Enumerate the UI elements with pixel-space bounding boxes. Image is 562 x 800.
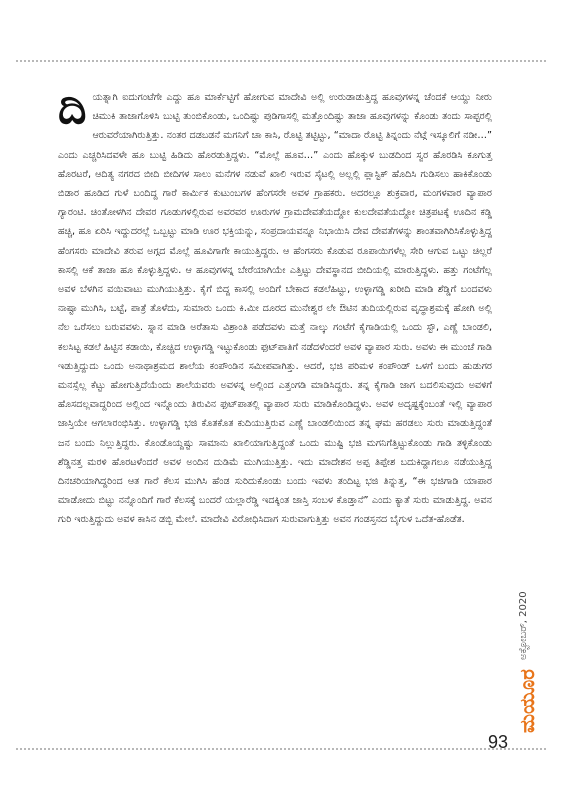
magazine-logo: ಮಯೂರ [515,669,539,733]
top-dotted-rule [16,60,546,62]
bottom-dotted-rule [16,748,546,750]
article-text: ಯತ್ನಾಗಿ ಐದುಗಂಟೆಗೇ ಎದ್ದು ಹೂ ಮಾರ್ಕೆಟ್ಟಿಗೆ ಹೋಗುವ ಮಾದೇವಿ ಅಲ್ಲಿ ಉರುಡಾಡುತ್ತಿದ್ದ ಹೂವುಗಳನ್ನ ಚೆಂದಕೆ ಆಯ್ದು ನೀರು ಚಿಮುಕಿ ತಾಜಾಗೊಳಿಸಿ ಬುಟ್ಟಿ ತುಂಬಿಕೊಂಡು, ಒಂದಿಷ್ಟು ಪುಡಿಗಾಸಲ್ಲಿ ಮತ್ತೊಂದಿಷ್ಟು ತಾಜಾ ಹೂವುಗಳನ್ನು ಕೊಂಡು ತಂದು ಸಾಪ್ಟರಲ್ಲಿ ಆರುವರೆಯಾಗಿರುತ್ತಿತ್ತು. ನಂತರ ದಡಬಡನೆ ಮಗನಿಗೆ ಚಾ ಕಾಸಿ, ರೊಟ್ಟಿ ತಟ್ಟಿಟ್ಟು, “ಮಾದಾ ರೊಟ್ಟಿ ತಿನ್ನಂದು ನೆಟ್ಗೆ ಇಸ್ಕೂಲಿಗೆ ನಡೀ…” ಎಂದು ಎಚ್ಚರಿಸಿದವಳೇ ಹೂ ಬುಟ್ಟಿ ಹಿಡಿದು ಹೊರಡುತ್ತಿದ್ದಳು. “ಮೊಲ್ಲೆ ಹೂವ…” ಎಂದು ಹೊಕ್ಕುಳ ಬುಡದಿಂದ ಸ್ವರ ಹೊರಡಿಸಿ ಕೂಗುತ್ತ ಹೊರಟರೆ, ಆದಿತ್ಯ ನಗರದ ಬೀದಿ ಬೀದಿಗಳ ಸಾಲು ಮನೆಗಳ ನಡುವೆ ಖಾಲಿ ಇರುವ ಸೈಟಲ್ಲಿ ಅಲ್ಲಲ್ಲಿ ಪ್ಲಾಸ್ಟಿಕ್ ಹೊದಿಸಿ ಗುಡಿಸಲು ಹಾಕಿಕೊಂಡು ಬಿಡಾರ ಹೂಡಿದ ಗುಳೆ ಬಂದಿದ್ದ ಗಾರೆ ಕಾರ್ಮಿಕ ಕುಟುಂಬಗಳ ಹೆಂಗಸರೇ ಅವಳ ಗ್ರಾಹಕರು. ಅದರಲ್ಲೂ ಶುಕ್ರವಾರ, ಮಂಗಳವಾರ ವ್ಯಾಪಾರ ಗ್ಯಾರಂಟಿ. ಚಿಂತೋಳಗಿನ ದೇವರ ಗೂಡುಗಳಲ್ಲಿರುವ ಅವರವರ ಊರುಗಳ ಗ್ರಾಮದೇವತೆಯದ್ದೋ ಕುಲದೇವತೆಯದ್ದೋ ಚಿತ್ರಪಟಕ್ಕೆ ಊದಿನ ಕಡ್ಡಿ ಹಚ್ಚಿ, ಹೂ ಏರಿಸಿ ಇದ್ದುದರಲ್ಲೆ ಒಬ್ಬಟ್ಟು ಮಾಡಿ ಊರ ಭಕ್ತಿಯನ್ನು, ಸಂಪ್ರದಾಯವನ್ನೂ ನಿಭಾಯಿಸಿ ದೇವ ದೇವತೆಗಳನ್ನು ಶಾಂತವಾಗಿರಿಸಿಕೊಳ್ಳುತ್ತಿದ್ದ ಹೆಂಗಸರು ಮಾದೇವಿ ತರುವ ಅಗ್ಗದ ಮೊಲ್ಲೆ ಹೂವಿಗಾಗೇ ಕಾಯುತ್ತಿದ್ದರು. ಆ ಹೆಂಗಸರು ಕೊಡುವ ರೂಪಾಯಿಗಳೆಲ್ಲ ಸೇರಿ ಆಗುವ ಒಟ್ಟು ಚಿಲ್ಲರೆ ಕಾಸಲ್ಲಿ ಆಕೆ ತಾಜಾ ಹೂ ಕೊಳ್ಳುತ್ತಿದ್ದಳು. ಆ ಹೂವುಗಳನ್ನ ಬೇರೆಯಾಗಿಯೇ ಎತ್ತಿಟ್ಟು ದೇವಸ್ಥಾನದ ಬೀದಿಯಲ್ಲಿ ಮಾರುತ್ತಿದ್ದಳು. ಹತ್ತು ಗಂಟೆಗೆಲ್ಲ ಅವಳ ಬೆಳಗಿನ ವಯಿವಾಟು ಮುಗಿಯುತ್ತಿತ್ತು. ಕೈಗೆ ಬಿದ್ದ ಕಾಸಲ್ಲಿ ಅಂದಿಗೆ ಬೇಕಾದ ಕಡಲೆಹಿಟ್ಟು, ಉಳ್ಳಾಗಡ್ಡಿ ಖರೀದಿ ಮಾಡಿ ಶೆಡ್ಡಿಗೆ ಬಂದವಳು ನಾಷ್ಟಾ ಮುಗಿಸಿ, ಬಟ್ಟೆ, ಪಾತ್ರೆ ತೊಳೆದು, ಸುಮಾರು ಒಂದು ಕಿ.ಮೀ ದೂರದ ಮುನೇಶ್ವರ ಲೇ ಔಟಿನ ತುದಿಯಲ್ಲಿರುವ ವೃದ್ಧಾಶ್ರಮಕ್ಕೆ ಹೋಗಿ ಅಲ್ಲಿ ನೆಲ ಒರೆಸಲು ಬರುವವಳು. ಸ್ನಾನ ಮಾಡಿ ಅರೆತಾಸು ವಿಶ್ರಾಂತಿ ಪಡೆದವಳು ಮತ್ತೆ ನಾಲ್ಕು ಗಂಟೆಗೆ ಕೈಗಾಡಿಯಲ್ಲಿ ಒಂದು ಸ್ಟೌ, ಎಣ್ಣೆ ಬಾಂಡಲಿ, ಕಲಸಿಟ್ಟ ಕಡಲೆ ಹಿಟ್ಟಿನ ಕಡಾಯಿ, ಕೊಚ್ಚಿದ ಉಳ್ಳಾಗಡ್ಡಿ ಇಟ್ಟುಕೊಂಡು ಫುಟ್‌ಪಾತಿಗೆ ನಡೆದಳೆಂದರೆ ಅವಳ ವ್ಯಾಪಾರ ಸುರು. ಅವಳು ಈ ಮುಂಚೆ ಗಾಡಿ ಇಡುತ್ತಿದ್ದುದು ಒಂದು ಅನಾಥಾಶ್ರಮದ ಶಾಲೆಯ ಕಂಪೌಂಡಿನ ಸಮೀಪವಾಗಿತ್ತು. ಆದರೆ, ಭಜಿ ಪರಿಮಳ ಕಂಪೌಂಡ್ ಒಳಗೆ ಬಂದು ಹುಡುಗರ ಮನಸ್ಸೆಲ್ಲ ಕೆಟ್ಟು ಹೋಗುತ್ತಿದೆಯೆಂದು ಶಾಲೆಯವರು ಅವಳನ್ನ ಅಲ್ಲಿಂದ ಎತ್ತಂಗಡಿ ಮಾಡಿಸಿದ್ದರು. ತನ್ನ ಕೈಗಾಡಿ ಜಾಗ ಬದಲಿಸುವುದು ಅವಳಿಗೆ ಹೊಸದಲ್ಲವಾದ್ದರಿಂದ ಅಲ್ಲಿಂದ ಇನ್ನೊಂದು ತಿರುವಿನ ಫುಟ್‌ಪಾತಲ್ಲಿ ವ್ಯಾಪಾರ ಸುರು ಮಾಡಿಕೊಂಡಿದ್ದಳು. ಅವಳ ಅದೃಷ್ಟಕ್ಕೆಂಬಂತೆ ಇಲ್ಲಿ ವ್ಯಾಪಾರ ಜಾಸ್ತಿಯೇ ಆಗಲಾರಂಭಿಸಿತ್ತು. ಉಳ್ಳಾಗಡ್ಡಿ ಭಜಿ ಕೊತಕೊತ ಕುದಿಯುತ್ತಿರುವ ಎಣ್ಣೆ ಬಾಂಡಲಿಯಿಂದ ತನ್ನ ಘಮ ಹರಡಲು ಸುರು ಮಾಡುತ್ತಿದ್ದಂತೆ ಜನ ಬಂದು ನಿಲ್ಲುತ್ತಿದ್ದರು. ಕೊಂಡೊಯ್ದಷ್ಟು ಸಾಮಾನು ಖಾಲಿಯಾಗುತ್ತಿದ್ದಂತೆ ಒಂದು ಮುಷ್ಟಿ ಭಜಿ ಮಗನಿಗೆತ್ತಿಟ್ಟುಕೊಂಡು ಗಾಡಿ ತಳ್ಳಿಕೊಂಡು ಶೆಡ್ಡಿನತ್ತ ಮರಳಿ ಹೊರಟಳೆಂದರೆ ಅವಳ ಅಂದಿನ ದುಡಿಮೆ ಮುಗಿಯುತ್ತಿತ್ತು. ಇದು ಮಾದೇಶನ ಅಪ್ಪ ತಿಪ್ಪೇಶ ಬದುಕಿದ್ದಾಗಲೂ ನಡೆಯುತ್ತಿದ್ದ ದಿನಚರಿಯಾಗಿದ್ದರಿಂದ ಆತ ಗಾರೆ ಕೆಲಸ ಮುಗಿಸಿ ಹೆಂಡ ಸುರಿದುಕೊಂಡು ಬಂದು ಇವಳು ತಂದಿಟ್ಟ ಭಜಿ ತಿನ್ನುತ್ತ, “ಈ ಭಜಿಗಾಡಿ ಯಾಪಾರ ಮಾಡೋದು ಬಿಟ್ಟು ನನ್ನೊಂದಿಗೆ ಗಾರೆ ಕೆಲಸಕ್ಕೆ ಬಂದರೆ ಯಲ್ಲಾರೆಡ್ಡಿ ಇದಕ್ಕಿಂತ ಜಾಸ್ತಿ ಸಂಬಳ ಕೊಡ್ತಾನೆ” ಎಂದು ಕ್ಯಾತೆ ಸುರು ಮಾಡುತ್ತಿದ್ದ. ಅವನ ಗುರಿ ಇರುತ್ತಿದ್ದುದು ಅವಳ ಕಾಸಿನ ಡಬ್ಬಿ ಮೇಲೆ. ಮಾದೇವಿ ವಿರೋಧಿಸಿದಾಗ ಸುರುವಾಗುತ್ತಿತ್ತು ಅವನ ಗಂಡಸ್ತನದ ಬೈಗುಳ ಒದೆತ-ಹೊಡೆತ. [58,92,492,526]
article-paragraph [58,83,492,530]
page-number: 93 [488,732,509,752]
issue-date: ಅಕ್ಟೋಬರ್, 2020 [518,591,529,660]
dropcap: ದಿ [58,83,87,134]
side-strip [508,560,552,740]
article-body [58,83,492,530]
